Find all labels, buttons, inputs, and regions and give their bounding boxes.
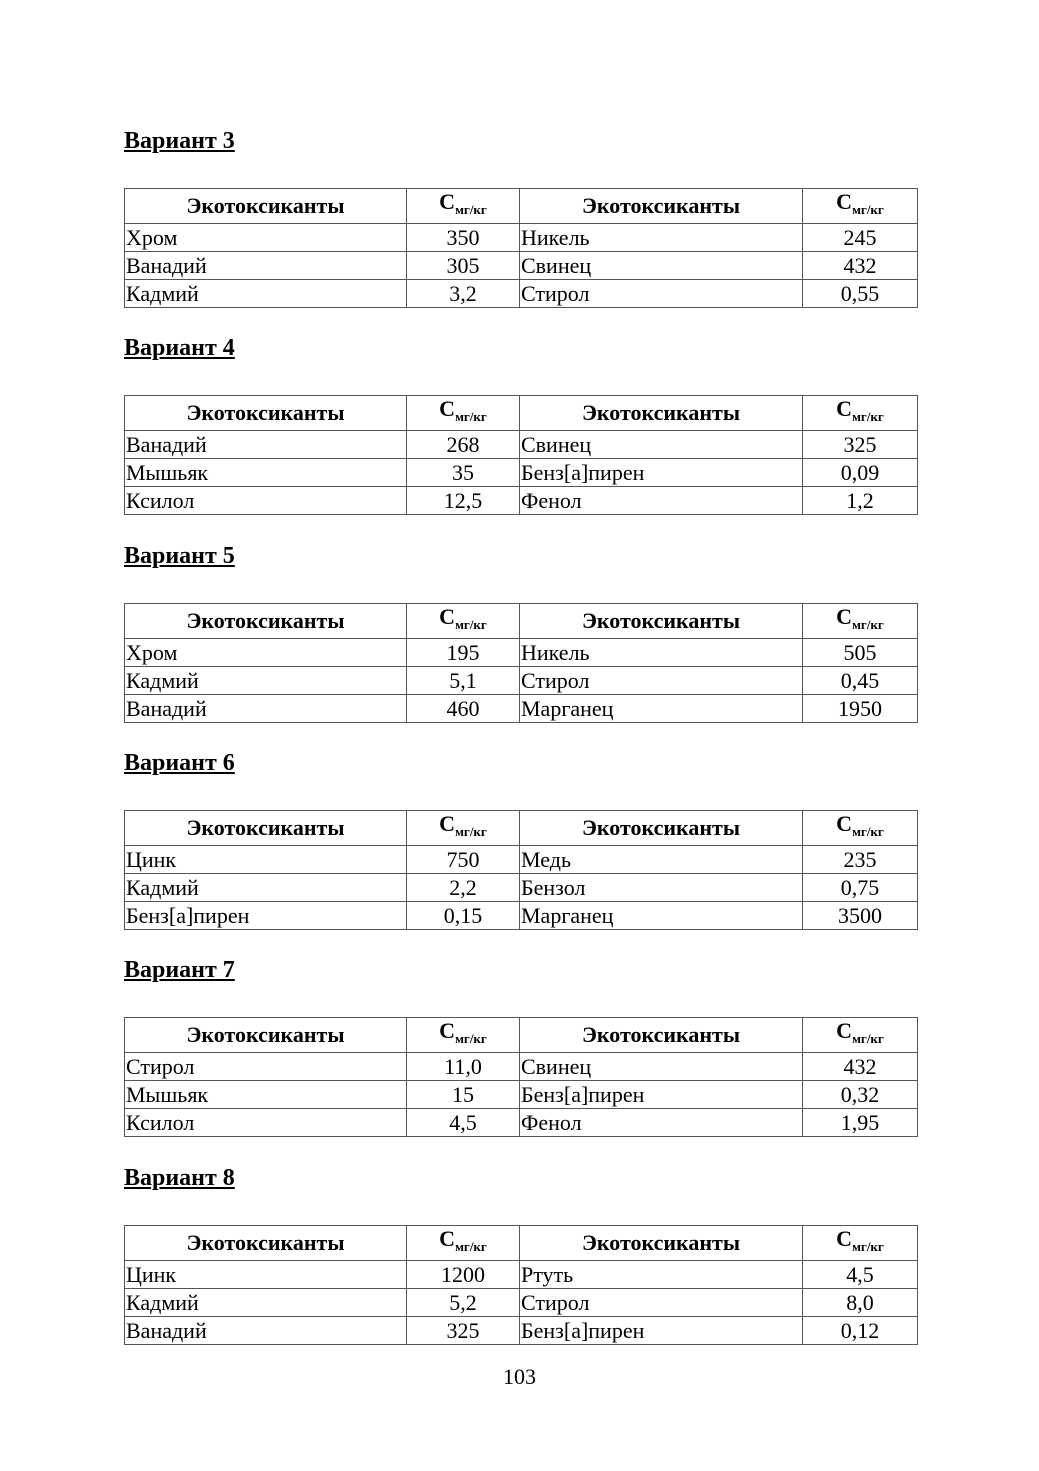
concentration-unit: мг/кг bbox=[852, 617, 884, 632]
concentration-symbol: C bbox=[836, 396, 853, 421]
ecotoxicant-name: Ванадий bbox=[125, 252, 407, 280]
header-ecotoxicants: Экотоксиканты bbox=[125, 604, 407, 639]
concentration-value: 5,2 bbox=[407, 1289, 520, 1317]
concentration-unit: мг/кг bbox=[852, 409, 884, 424]
variant-title: Вариант 5 bbox=[124, 543, 235, 569]
concentration-value: 0,75 bbox=[803, 874, 918, 902]
ecotoxicant-name: Свинец bbox=[520, 431, 803, 459]
ecotoxicant-name: Мышьяк bbox=[125, 1081, 407, 1109]
ecotoxicant-name: Ванадий bbox=[125, 1317, 407, 1345]
concentration-value: 11,0 bbox=[407, 1053, 520, 1081]
ecotoxicant-name: Марганец bbox=[520, 695, 803, 723]
concentration-value: 5,1 bbox=[407, 667, 520, 695]
table-row bbox=[125, 1261, 918, 1289]
table-header-row bbox=[125, 1018, 918, 1053]
header-concentration bbox=[803, 396, 918, 431]
concentration-symbol: C bbox=[439, 811, 456, 836]
header-ecotoxicants: Экотоксиканты bbox=[520, 1226, 803, 1261]
header-concentration bbox=[407, 396, 520, 431]
ecotoxicant-name: Цинк bbox=[125, 846, 407, 874]
table-row bbox=[125, 667, 918, 695]
concentration-value: 0,32 bbox=[803, 1081, 918, 1109]
header-ecotoxicants: Экотоксиканты bbox=[520, 189, 803, 224]
concentration-value: 35 bbox=[407, 459, 520, 487]
ecotoxicant-name: Бенз[а]пирен bbox=[520, 1081, 803, 1109]
ecotoxicant-name: Мышьяк bbox=[125, 459, 407, 487]
header-ecotoxicants: Экотоксиканты bbox=[125, 1018, 407, 1053]
variant-block bbox=[124, 955, 917, 1135]
ecotoxicant-name: Кадмий bbox=[125, 280, 407, 308]
ecotoxicant-name: Ксилол bbox=[125, 1109, 407, 1137]
header-concentration bbox=[407, 1226, 520, 1261]
ecotoxicant-name: Бенз[а]пирен bbox=[520, 1317, 803, 1345]
concentration-value: 12,5 bbox=[407, 487, 520, 515]
concentration-symbol: C bbox=[439, 396, 456, 421]
header-ecotoxicants: Экотоксиканты bbox=[125, 396, 407, 431]
ecotoxicant-name: Марганец bbox=[520, 902, 803, 930]
header-ecotoxicants: Экотоксиканты bbox=[520, 1018, 803, 1053]
header-ecotoxicants: Экотоксиканты bbox=[125, 189, 407, 224]
header-concentration bbox=[803, 1226, 918, 1261]
table-row bbox=[125, 902, 918, 930]
header-concentration bbox=[407, 1018, 520, 1053]
variant-block bbox=[124, 541, 917, 721]
table-row bbox=[125, 874, 918, 902]
table-row bbox=[125, 431, 918, 459]
concentration-unit: мг/кг bbox=[852, 202, 884, 217]
header-ecotoxicants: Экотоксиканты bbox=[520, 811, 803, 846]
ecotoxicant-name: Ртуть bbox=[520, 1261, 803, 1289]
table-header-row bbox=[125, 189, 918, 224]
ecotoxicant-name: Свинец bbox=[520, 252, 803, 280]
concentration-value: 1950 bbox=[803, 695, 918, 723]
header-ecotoxicants: Экотоксиканты bbox=[125, 811, 407, 846]
ecotoxicant-name: Бенз[а]пирен bbox=[520, 459, 803, 487]
ecotoxicant-name: Кадмий bbox=[125, 1289, 407, 1317]
ecotoxicant-name: Стирол bbox=[125, 1053, 407, 1081]
ecotoxicant-name: Фенол bbox=[520, 1109, 803, 1137]
table-row bbox=[125, 459, 918, 487]
concentration-unit: мг/кг bbox=[455, 824, 487, 839]
variant-title: Вариант 3 bbox=[124, 128, 235, 154]
table-row bbox=[125, 487, 918, 515]
concentration-value: 0,15 bbox=[407, 902, 520, 930]
ecotoxicant-name: Стирол bbox=[520, 1289, 803, 1317]
concentration-symbol: C bbox=[836, 1226, 853, 1251]
variant-block bbox=[124, 1163, 917, 1343]
concentration-value: 1,2 bbox=[803, 487, 918, 515]
ecotoxicant-name: Фенол bbox=[520, 487, 803, 515]
ecotoxicant-name: Стирол bbox=[520, 667, 803, 695]
ecotoxicant-table bbox=[124, 810, 918, 930]
concentration-value: 4,5 bbox=[407, 1109, 520, 1137]
variant-title: Вариант 8 bbox=[124, 1165, 235, 1191]
concentration-value: 505 bbox=[803, 639, 918, 667]
concentration-value: 0,55 bbox=[803, 280, 918, 308]
concentration-value: 750 bbox=[407, 846, 520, 874]
header-concentration bbox=[803, 811, 918, 846]
ecotoxicant-table bbox=[124, 1225, 918, 1345]
table-row bbox=[125, 1289, 918, 1317]
ecotoxicant-name: Никель bbox=[520, 639, 803, 667]
concentration-unit: мг/кг bbox=[455, 1239, 487, 1254]
header-concentration bbox=[407, 811, 520, 846]
concentration-value: 245 bbox=[803, 224, 918, 252]
variant-block bbox=[124, 333, 917, 513]
table-row bbox=[125, 846, 918, 874]
concentration-value: 460 bbox=[407, 695, 520, 723]
concentration-unit: мг/кг bbox=[455, 617, 487, 632]
concentration-value: 268 bbox=[407, 431, 520, 459]
concentration-value: 0,09 bbox=[803, 459, 918, 487]
variant-title: Вариант 7 bbox=[124, 957, 235, 983]
ecotoxicant-table bbox=[124, 188, 918, 308]
concentration-unit: мг/кг bbox=[852, 1239, 884, 1254]
table-row bbox=[125, 1053, 918, 1081]
ecotoxicant-table bbox=[124, 1017, 918, 1137]
concentration-symbol: C bbox=[439, 1018, 456, 1043]
header-concentration bbox=[803, 604, 918, 639]
concentration-value: 432 bbox=[803, 252, 918, 280]
table-row bbox=[125, 1081, 918, 1109]
ecotoxicant-name: Кадмий bbox=[125, 874, 407, 902]
ecotoxicant-name: Хром bbox=[125, 639, 407, 667]
page-number: 103 bbox=[503, 1364, 536, 1389]
concentration-unit: мг/кг bbox=[455, 1031, 487, 1046]
ecotoxicant-name: Хром bbox=[125, 224, 407, 252]
ecotoxicant-name: Цинк bbox=[125, 1261, 407, 1289]
concentration-value: 432 bbox=[803, 1053, 918, 1081]
ecotoxicant-name: Кадмий bbox=[125, 667, 407, 695]
concentration-symbol: C bbox=[836, 1018, 853, 1043]
concentration-value: 4,5 bbox=[803, 1261, 918, 1289]
variant-title: Вариант 4 bbox=[124, 335, 235, 361]
ecotoxicant-table bbox=[124, 603, 918, 723]
ecotoxicant-name: Свинец bbox=[520, 1053, 803, 1081]
table-header-row bbox=[125, 396, 918, 431]
header-concentration bbox=[407, 604, 520, 639]
concentration-value: 2,2 bbox=[407, 874, 520, 902]
table-row bbox=[125, 280, 918, 308]
header-concentration bbox=[407, 189, 520, 224]
concentration-value: 235 bbox=[803, 846, 918, 874]
concentration-value: 305 bbox=[407, 252, 520, 280]
table-header-row bbox=[125, 604, 918, 639]
concentration-symbol: C bbox=[439, 1226, 456, 1251]
ecotoxicant-name: Бензол bbox=[520, 874, 803, 902]
ecotoxicant-name: Ванадий bbox=[125, 431, 407, 459]
variant-block bbox=[124, 126, 917, 306]
concentration-value: 325 bbox=[407, 1317, 520, 1345]
header-concentration bbox=[803, 1018, 918, 1053]
concentration-value: 0,45 bbox=[803, 667, 918, 695]
concentration-value: 8,0 bbox=[803, 1289, 918, 1317]
concentration-value: 1200 bbox=[407, 1261, 520, 1289]
table-header-row bbox=[125, 811, 918, 846]
table-header-row bbox=[125, 1226, 918, 1261]
concentration-unit: мг/кг bbox=[852, 824, 884, 839]
table-row bbox=[125, 252, 918, 280]
concentration-unit: мг/кг bbox=[852, 1031, 884, 1046]
header-ecotoxicants: Экотоксиканты bbox=[520, 604, 803, 639]
ecotoxicant-name: Ксилол bbox=[125, 487, 407, 515]
table-row bbox=[125, 224, 918, 252]
variant-title: Вариант 6 bbox=[124, 750, 235, 776]
table-row bbox=[125, 695, 918, 723]
concentration-value: 0,12 bbox=[803, 1317, 918, 1345]
header-ecotoxicants: Экотоксиканты bbox=[520, 396, 803, 431]
concentration-symbol: C bbox=[836, 604, 853, 629]
concentration-value: 15 bbox=[407, 1081, 520, 1109]
concentration-symbol: C bbox=[836, 811, 853, 836]
table-row bbox=[125, 1317, 918, 1345]
ecotoxicant-name: Ванадий bbox=[125, 695, 407, 723]
ecotoxicant-name: Стирол bbox=[520, 280, 803, 308]
concentration-value: 3500 bbox=[803, 902, 918, 930]
concentration-value: 1,95 bbox=[803, 1109, 918, 1137]
table-row bbox=[125, 639, 918, 667]
concentration-unit: мг/кг bbox=[455, 409, 487, 424]
concentration-symbol: C bbox=[836, 189, 853, 214]
concentration-value: 3,2 bbox=[407, 280, 520, 308]
concentration-symbol: C bbox=[439, 604, 456, 629]
concentration-value: 325 bbox=[803, 431, 918, 459]
header-concentration bbox=[803, 189, 918, 224]
concentration-value: 350 bbox=[407, 224, 520, 252]
ecotoxicant-name: Бенз[а]пирен bbox=[125, 902, 407, 930]
concentration-value: 195 bbox=[407, 639, 520, 667]
ecotoxicant-table bbox=[124, 395, 918, 515]
header-ecotoxicants: Экотоксиканты bbox=[125, 1226, 407, 1261]
concentration-unit: мг/кг bbox=[455, 202, 487, 217]
ecotoxicant-name: Никель bbox=[520, 224, 803, 252]
table-row bbox=[125, 1109, 918, 1137]
variant-block bbox=[124, 748, 917, 928]
ecotoxicant-name: Медь bbox=[520, 846, 803, 874]
concentration-symbol: C bbox=[439, 189, 456, 214]
